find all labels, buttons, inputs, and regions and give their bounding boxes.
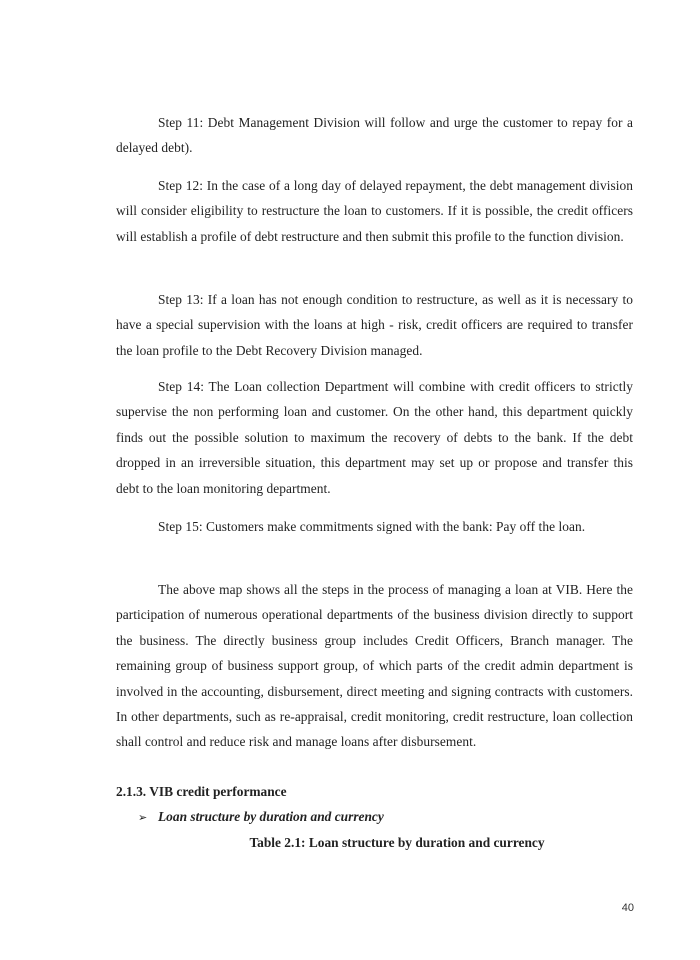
bullet-heading-text: Loan structure by duration and currency (158, 809, 384, 824)
arrow-bullet-icon: ➢ (138, 811, 148, 824)
paragraph-step-12: Step 12: In the case of a long day of delayed repayment, the debt management division will consider eligibility to restructure the loan to customers. If it is possible, the credit officers will establish a profile of debt restructure and then submit this profile to the function division. (116, 178, 633, 244)
table-caption: Table 2.1: Loan structure by duration and currency (249, 835, 545, 850)
paragraph-process-summary: The above map shows all the steps in the process of managing a loan at VIB. Here the participation of numerous operational departments of the business division directly to support the business. The directly business group includes Credit Officers, Branch manager. The remaining group of business support group, of which parts of the credit admin department is involved in the accounting, disbursement, direct meeting and signing contracts with customers. In other departments, such as re-appraisal, credit monitoring, credit restructure, loan collection shall control and reduce risk and manage loans after disbursement. (116, 582, 633, 750)
page-number: 40 (621, 902, 634, 914)
section-heading: 2.1.3. VIB credit performance (116, 784, 287, 799)
bullet-heading (138, 809, 384, 825)
paragraph-step-14: Step 14: The Loan collection Department will combine with credit officers to strictly supervise the non performing loan and customer. On the other hand, this department quickly finds out the possible solution to maximum the recovery of debts to the bank. If the debt dropped in an irreversible situation, this department may set up or propose and transfer this debt to the loan monitoring department. (116, 379, 633, 496)
paragraph-step-13: Step 13: If a loan has not enough condition to restructure, as well as it is necessary to have a special supervision with the loans at high - risk, credit officers are required to transfer the loan profile to the Debt Recovery Division managed. (116, 292, 633, 358)
paragraph-step-11: Step 11: Debt Management Division will follow and urge the customer to repay for a delayed debt). (116, 115, 633, 156)
paragraph-step-15: Step 15: Customers make commitments signed with the bank: Pay off the loan. (158, 519, 586, 534)
